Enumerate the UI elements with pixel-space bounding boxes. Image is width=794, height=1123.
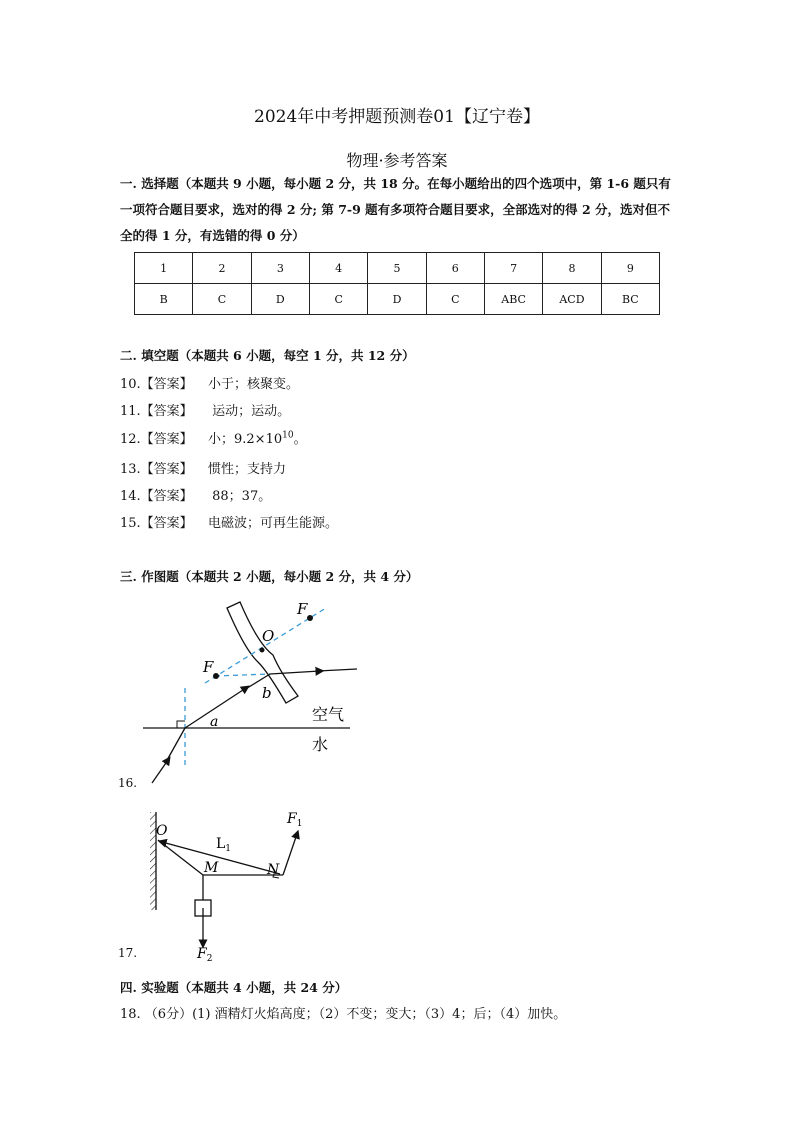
- table-cell: 9: [601, 253, 659, 284]
- page-subtitle: 物理·参考答案: [346, 151, 448, 170]
- section2-heading: 二. 填空题（本题共 6 小题，每空 1 分，共 12 分）: [120, 348, 415, 363]
- table-cell: 3: [251, 253, 309, 284]
- answer-text: 88；37。: [208, 489, 272, 504]
- label-M: M: [204, 860, 219, 876]
- answer-exponent: 10: [282, 430, 294, 441]
- incident-ray: [152, 760, 168, 783]
- answer-line-14: [120, 485, 271, 504]
- table-cell: 1: [135, 253, 193, 284]
- table-cell: 4: [309, 253, 367, 284]
- answer-number: 14.【答案】: [120, 489, 193, 504]
- force-F1: [283, 834, 297, 875]
- label-N: N: [267, 862, 280, 878]
- section3-heading: 三. 作图题（本题共 2 小题，每小题 2 分，共 4 分）: [120, 569, 419, 584]
- figure-16: [110, 590, 380, 800]
- label-b: b: [262, 684, 272, 702]
- table-row-numbers: [135, 253, 660, 284]
- table-cell: 7: [484, 253, 542, 284]
- answer-line-10: [120, 373, 299, 392]
- table-cell: C: [193, 284, 251, 315]
- table-cell: C: [426, 284, 484, 315]
- answer-number: 11.【答案】: [120, 404, 193, 419]
- answer-number: 10.【答案】: [120, 377, 193, 392]
- table-cell: D: [251, 284, 309, 315]
- table-cell: C: [309, 284, 367, 315]
- answer-number: 13.【答案】: [120, 462, 193, 477]
- figure-17: [140, 808, 330, 966]
- answer-text: 电磁波；可再生能源。: [208, 516, 339, 531]
- optical-center: [260, 648, 265, 653]
- label-F-top: F: [297, 600, 308, 618]
- table-cell: 5: [368, 253, 426, 284]
- figure-17-number: 17.: [118, 946, 138, 960]
- label-F1: $F_1$: [287, 811, 303, 829]
- answer-line-13: [120, 458, 286, 477]
- right-angle-mark: [177, 721, 185, 728]
- answer-text: 小；9.2×10: [208, 432, 283, 447]
- table-cell: ACD: [543, 284, 601, 315]
- label-O: O: [262, 627, 275, 645]
- figure-16-number: 16.: [118, 776, 138, 790]
- label-F2: $F_2$: [197, 946, 213, 964]
- answer-number: 15.【答案】: [120, 516, 193, 531]
- label-a: a: [210, 714, 219, 730]
- label-water: 水: [312, 735, 329, 754]
- section4-heading: 四. 实验题（本题共 4 小题，共 24 分）: [120, 980, 348, 995]
- table-cell: ABC: [484, 284, 542, 315]
- outgoing-ray: [270, 671, 320, 674]
- page-title: 2024年中考押题预测卷01【辽宁卷】: [254, 107, 540, 127]
- question-18-answer: 18. （6分）(1) 酒精灯火焰高度；（2）不变；变大；（3）4；后；（4）加快。: [120, 1007, 567, 1022]
- answer-text: 小于；核聚变。: [208, 377, 300, 392]
- label-O: O: [156, 823, 168, 839]
- label-air: 空气: [312, 705, 345, 724]
- answer-number: 12.【答案】: [120, 432, 193, 447]
- table-cell: B: [135, 284, 193, 315]
- answer-tail: 。: [293, 432, 307, 447]
- table-cell: 8: [543, 253, 601, 284]
- answer-line-12: [120, 428, 307, 447]
- lever-rod: [158, 840, 203, 875]
- answer-line-11: [120, 400, 290, 419]
- focal-point-left: [213, 673, 219, 679]
- extension-line: [215, 674, 270, 676]
- section1-heading: 一. 选择题（本题共 9 小题，每小题 2 分，共 18 分。在每小题给出的四个选项中，第 1-6 题只有一项符合题目要求，选对的得 2 分; 第 7-9 题有多项符合题目要求，全部选对的得 2 分，选对但不全的得 1 分，有选错的得 0 分）: [120, 176, 671, 243]
- table-cell: 2: [193, 253, 251, 284]
- table-cell: D: [368, 284, 426, 315]
- answer-table: [134, 252, 660, 315]
- table-row-answers: [135, 284, 660, 315]
- label-F-left: F: [203, 658, 214, 676]
- answer-line-15: [120, 512, 338, 531]
- incident-ray-tail: [166, 728, 185, 762]
- outgoing-ray-tail: [318, 669, 357, 671]
- focal-point-top: [307, 615, 313, 621]
- answer-text: 运动；运动。: [208, 404, 291, 419]
- answer-text: 惯性；支持力: [208, 462, 287, 477]
- table-cell: 6: [426, 253, 484, 284]
- table-cell: BC: [601, 284, 659, 315]
- label-L1: $L_1$: [216, 836, 232, 854]
